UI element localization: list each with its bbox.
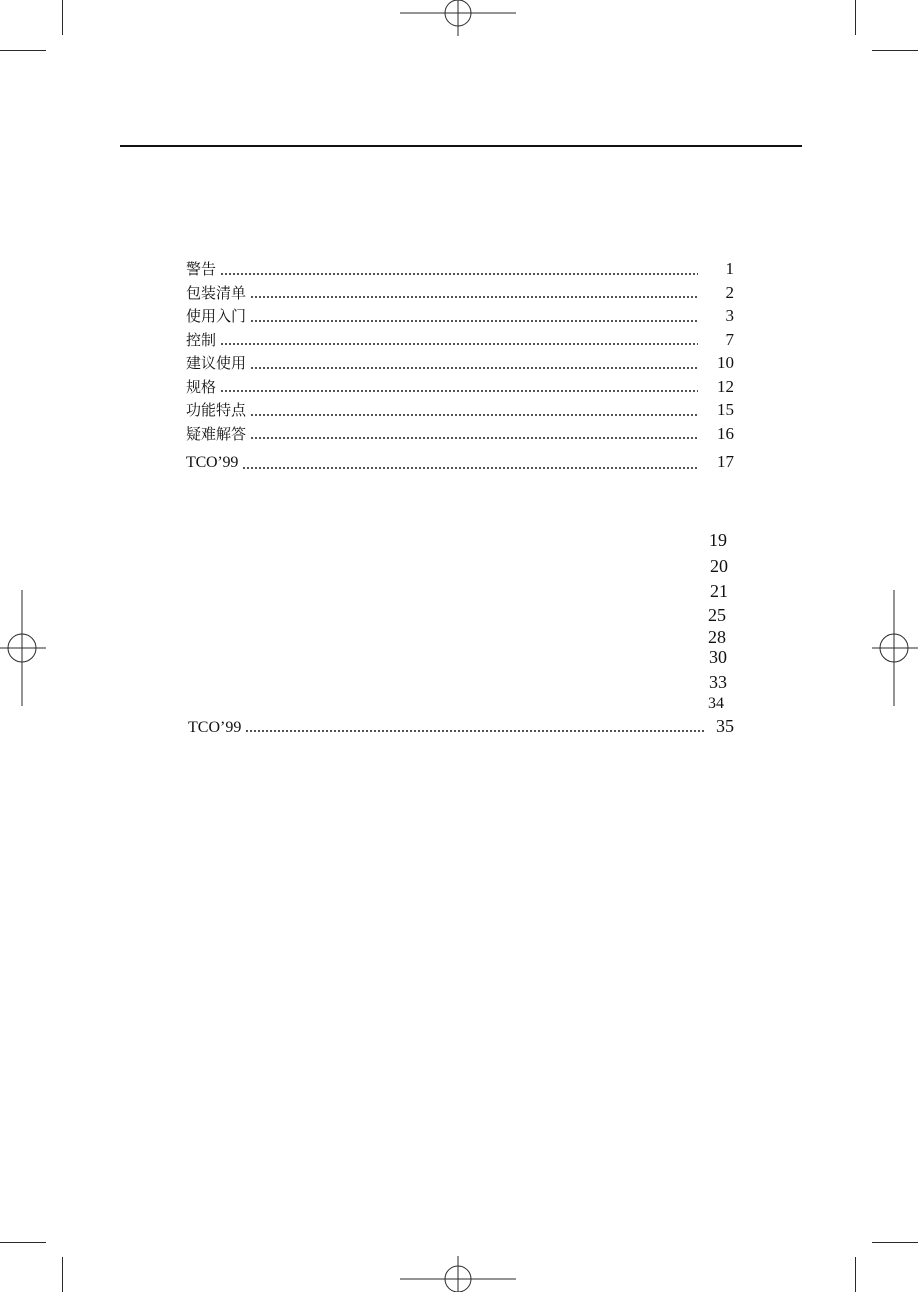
crop-mark — [0, 1242, 46, 1243]
crop-mark — [0, 50, 46, 51]
leader-dots — [220, 343, 698, 345]
toc-entry-page: 17 — [717, 452, 734, 471]
leader-dots — [250, 437, 698, 439]
toc-entry[interactable] — [186, 329, 734, 353]
toc-entry-title: TCO’99 — [186, 454, 239, 471]
toc-entry[interactable] — [186, 452, 734, 476]
toc-entry-page: 3 — [725, 306, 734, 325]
toc-entry[interactable] — [186, 399, 734, 423]
toc-entry-page: 16 — [717, 423, 734, 443]
toc-entry-title: 使用入门 — [186, 307, 247, 325]
toc-entry-page: 2 — [725, 282, 734, 302]
toc-entry[interactable] — [186, 423, 734, 447]
toc-entry[interactable] — [186, 376, 734, 400]
crop-mark — [62, 1257, 63, 1292]
registration-mark-left — [0, 590, 46, 706]
leader-dots — [250, 367, 698, 369]
registration-mark-bottom — [400, 1256, 516, 1292]
toc-entry-title: TCO’99 — [188, 719, 242, 736]
table-of-contents — [186, 258, 734, 476]
toc-entry-title: 功能特点 — [186, 401, 247, 419]
page-number[interactable]: 20 — [710, 556, 728, 576]
toc-entry[interactable] — [186, 258, 734, 282]
leader-dots — [250, 414, 698, 416]
crop-mark — [872, 1242, 918, 1243]
leader-dots — [220, 390, 698, 392]
registration-mark-top — [400, 0, 516, 36]
header-rule — [120, 145, 802, 147]
page-number[interactable]: 33 — [709, 672, 727, 692]
toc-entry-page: 10 — [717, 353, 734, 372]
toc-entry[interactable] — [186, 352, 734, 376]
toc-entry[interactable] — [186, 305, 734, 329]
registration-mark-right — [872, 590, 918, 706]
toc-entry[interactable] — [188, 716, 734, 737]
toc-entry[interactable] — [186, 282, 734, 306]
crop-mark — [872, 50, 918, 51]
crop-mark — [855, 1257, 856, 1292]
page-number[interactable]: 25 — [708, 605, 726, 625]
page-number[interactable]: 34 — [708, 695, 724, 712]
leader-dots — [245, 730, 704, 732]
toc-entry-page: 15 — [717, 400, 734, 419]
crop-mark — [855, 0, 856, 35]
page-number[interactable]: 30 — [709, 647, 727, 667]
page-number[interactable]: 19 — [709, 530, 727, 550]
toc-entry-page: 35 — [716, 716, 734, 736]
toc-entry-title: 包装清单 — [186, 283, 247, 302]
toc-entry-page: 12 — [717, 376, 734, 396]
leader-dots — [250, 320, 698, 322]
toc-entry-page: 7 — [725, 329, 734, 349]
leader-dots — [220, 273, 698, 275]
leader-dots — [250, 296, 698, 298]
toc-entry-title: 疑难解答 — [186, 424, 247, 443]
toc-entry-page: 1 — [725, 259, 734, 278]
leader-dots — [242, 467, 698, 469]
page-number[interactable]: 21 — [710, 581, 728, 601]
toc-entry-title: 警告 — [186, 260, 217, 278]
crop-mark — [62, 0, 63, 35]
toc-entry-title: 控制 — [186, 330, 217, 349]
toc-entry-title: 建议使用 — [186, 354, 247, 372]
toc-entry-title: 规格 — [186, 377, 217, 396]
page-number[interactable]: 28 — [708, 627, 726, 647]
